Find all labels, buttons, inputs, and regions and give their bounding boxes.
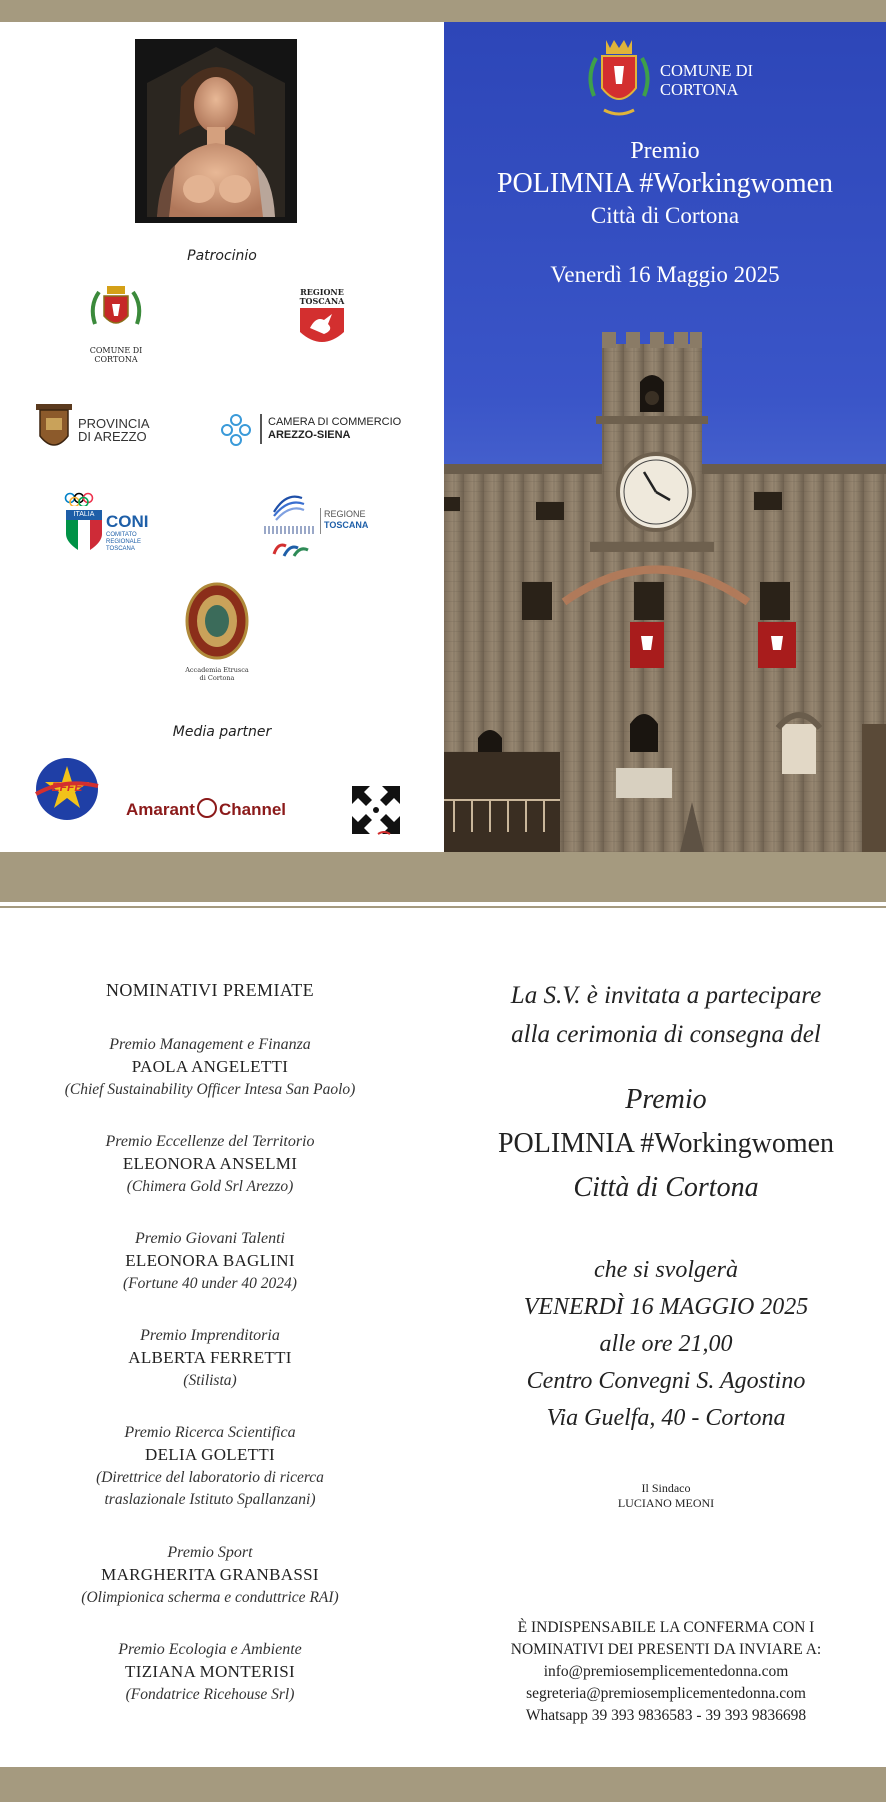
portrait-painting	[135, 39, 297, 223]
comune-label-1: COMUNE DI	[89, 346, 143, 355]
sindaco-name: LUCIANO MEONI	[617, 1496, 715, 1510]
italia-badge: ITALIA	[73, 511, 95, 518]
detail-venue: Centro Convegni S. Agostino	[526, 1368, 806, 1394]
cip-region-2: TOSCANA	[324, 520, 369, 530]
award-name: TIZIANA MONTERISI	[125, 1662, 295, 1681]
comune-label-2: CORTONA	[94, 355, 138, 364]
media-partner-label: Media partner	[172, 724, 272, 740]
award-item	[0, 1641, 420, 1738]
rsvp-email-info[interactable]: info@premiosemplicementedonna.com	[543, 1663, 789, 1680]
inv-title-3: Città di Cortona	[573, 1172, 759, 1203]
cip-small-text	[264, 526, 316, 534]
camera-commercio-icon	[218, 412, 254, 448]
award-org: (Olimpionica scherma e conduttrice RAI)	[81, 1589, 339, 1606]
camera-label-2: AREZZO-SIENA	[268, 429, 351, 441]
cip-region-1: REGIONE	[324, 509, 366, 519]
paralympic-agitos-icon	[270, 540, 310, 560]
award-item	[0, 1133, 420, 1230]
amarant-emblem-icon	[197, 798, 217, 818]
award-category: Premio Management e Finanza	[109, 1036, 311, 1053]
rsvp-whatsapp: Whatsapp 39 393 9836583 - 39 393 9836698	[525, 1707, 807, 1724]
arrows-media-logo	[350, 784, 402, 840]
nominees-heading: NOMINATIVI PREMIATE	[105, 980, 315, 1000]
provincia-label-2: DI AREZZO	[78, 429, 147, 444]
award-org: (Fondatrice Ricehouse Srl)	[125, 1686, 295, 1703]
award-category: Premio Ecologia e Ambiente	[118, 1641, 302, 1658]
intro-line-1: La S.V. è invitata a partecipare	[510, 982, 822, 1009]
nominees-list	[0, 1036, 420, 1738]
cover-title-1: Premio	[630, 138, 700, 164]
award-name: ELEONORA BAGLINI	[125, 1251, 295, 1270]
award-item	[0, 1036, 420, 1133]
camera-commercio-logo	[218, 412, 418, 452]
coni-sub-1: COMITATO	[106, 532, 137, 538]
regione-label-1: REGIONE	[300, 287, 344, 297]
cip-toscana-logo	[264, 490, 394, 570]
effe-logo	[34, 756, 100, 822]
comune-cortona-logo	[85, 284, 147, 364]
award-org: (Direttrice del laboratorio di ricerca	[96, 1469, 324, 1486]
rsvp-block	[444, 1617, 886, 1727]
award-category: Premio Sport	[167, 1544, 253, 1561]
town-hall-photo	[444, 332, 886, 852]
invitation-title	[444, 1078, 886, 1210]
inv-title-2: POLIMNIA #Workingwomen	[497, 1128, 835, 1159]
intro-line-2: alla cerimonia di consegna del	[511, 1021, 821, 1048]
cover-comune-2: CORTONA	[660, 80, 739, 99]
award-name: PAOLA ANGELETTI	[131, 1057, 289, 1076]
rsvp-line-1: È INDISPENSABILE LA CONFERMA CON I	[517, 1619, 815, 1636]
rsvp-email-segreteria[interactable]: segreteria@premiosemplicementedonna.com	[526, 1685, 806, 1702]
award-category: Premio Eccellenze del Territorio	[105, 1133, 315, 1150]
detail-address: Via Guelfa, 40 - Cortona	[546, 1405, 786, 1431]
cortona-crest-icon	[85, 284, 147, 342]
coni-label: CONI	[106, 512, 149, 531]
patrocinio-label: Patrocinio	[187, 248, 257, 264]
award-category: Premio Imprenditoria	[140, 1327, 280, 1344]
accademia-label-1: Accademia Etrusca	[185, 666, 249, 674]
cover-title-3: Città di Cortona	[590, 203, 740, 228]
cip-globe-icon	[268, 490, 308, 526]
coni-logo	[64, 492, 164, 562]
sindaco-signature	[444, 1481, 886, 1511]
accademia-medal-icon	[178, 582, 256, 660]
award-org: traslazionale Istituto Spallanzani)	[104, 1491, 316, 1508]
award-item	[0, 1230, 420, 1327]
award-org: (Chimera Gold Srl Arezzo)	[126, 1178, 294, 1195]
award-org: (Chief Sustainability Officer Intesa San Paolo)	[64, 1081, 356, 1098]
award-item	[0, 1544, 420, 1641]
accademia-label-2: di Cortona	[199, 674, 235, 682]
regione-label-2: TOSCANA	[299, 296, 345, 306]
award-org: (Fortune 40 under 40 2024)	[123, 1275, 297, 1292]
award-name: ELEONORA ANSELMI	[122, 1154, 298, 1173]
accademia-etrusca-logo	[178, 582, 256, 682]
bottom-band	[0, 1767, 886, 1802]
coni-sub-3: TOSCANA	[106, 546, 135, 552]
cover-comune-1: COMUNE DI	[660, 61, 754, 80]
provincia-arezzo-logo	[32, 400, 162, 456]
sindaco-role: Il Sindaco	[641, 1481, 691, 1495]
detail-date: VENERDÌ 16 MAGGIO 2025	[523, 1294, 809, 1320]
award-org: (Stilista)	[183, 1372, 237, 1389]
portrait-image	[135, 39, 297, 223]
invitation-intro	[444, 976, 886, 1054]
inward-arrows-icon	[350, 784, 402, 840]
cover-date: Venerdì 16 Maggio 2025	[550, 262, 780, 287]
detail-1: che si svolgerà	[594, 1257, 738, 1283]
middle-rule	[0, 906, 886, 908]
award-category: Premio Giovani Talenti	[135, 1230, 285, 1247]
inv-title-1: Premio	[625, 1084, 707, 1115]
award-item	[0, 1424, 420, 1544]
top-band	[0, 0, 886, 22]
award-name: DELIA GOLETTI	[145, 1445, 275, 1464]
camera-label-1: CAMERA DI COMMERCIO	[268, 416, 402, 428]
olympic-rings-icon	[64, 492, 104, 506]
amarant-channel-logo	[126, 798, 326, 824]
coni-sub-2: REGIONALE	[106, 539, 142, 545]
award-item	[0, 1327, 420, 1424]
detail-time: alle ore 21,00	[599, 1331, 733, 1357]
award-name: MARGHERITA GRANBASSI	[101, 1565, 319, 1584]
regione-toscana-logo	[294, 288, 350, 354]
provincia-label-1: PROVINCIA	[78, 416, 150, 431]
cover-panel	[444, 22, 886, 852]
amarant-label: Amarant	[126, 800, 195, 819]
middle-band	[0, 852, 886, 902]
award-name: ALBERTA FERRETTI	[128, 1348, 292, 1367]
arezzo-crest-icon	[32, 400, 76, 456]
sponsor-panel	[0, 22, 444, 852]
pegasus-shield-icon	[294, 306, 350, 350]
effe-label: EFFE	[51, 780, 83, 794]
rsvp-line-2: NOMINATIVI DEI PRESENTI DA INVIARE A:	[510, 1641, 822, 1658]
cover-title-2: POLIMNIA #Workingwomen	[496, 168, 834, 199]
channel-label: Channel	[218, 800, 287, 819]
invitation-details	[444, 1252, 886, 1437]
comune-crest-icon	[584, 36, 654, 126]
award-category: Premio Ricerca Scientifica	[124, 1424, 296, 1441]
